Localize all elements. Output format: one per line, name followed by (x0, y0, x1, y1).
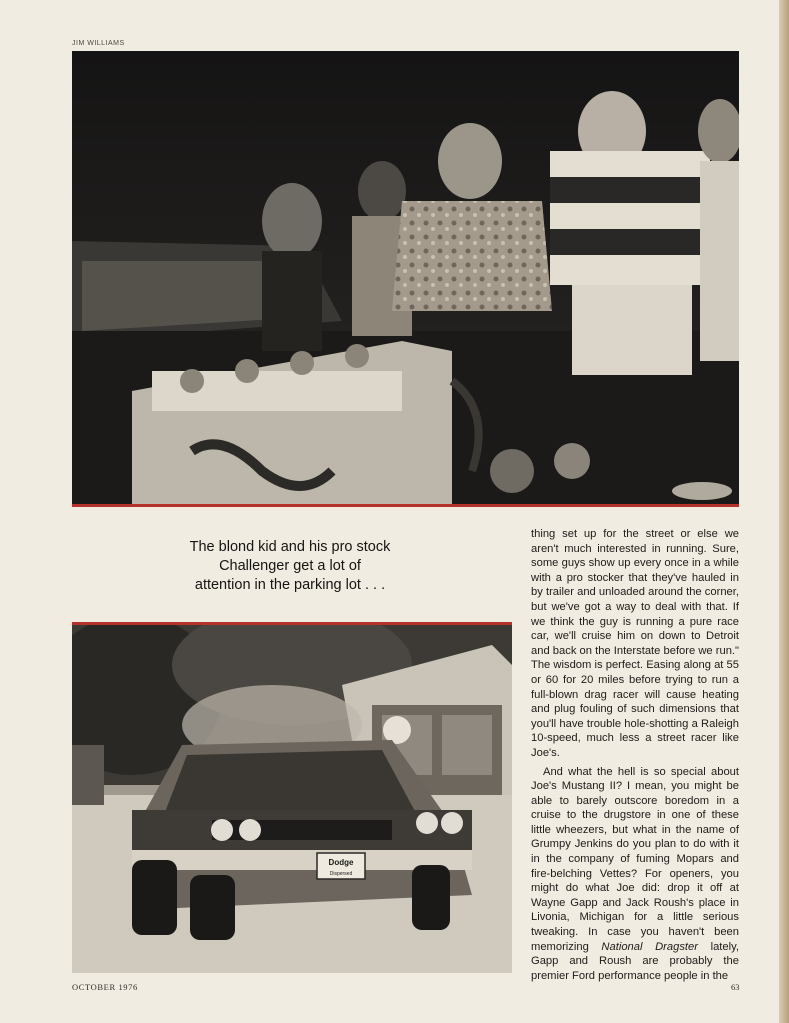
article-column (531, 527, 739, 983)
issue-date: OCTOBER 1976 (72, 982, 138, 992)
plate-line-2: Dispersed (329, 871, 353, 877)
page-edge (779, 0, 789, 1023)
publication-title: National Dragster (601, 940, 698, 953)
plate-line-1: Dodge (328, 858, 354, 867)
photo-challenger (72, 625, 512, 973)
photo-caption (140, 538, 440, 595)
caption-line-1: The blond kid and his pro stock (189, 539, 391, 555)
paragraph-2-text-end: lately, Gapp and Roush are probably the premier Ford performance people in the (531, 940, 739, 982)
paragraph-2-text: And what the hell is so special about Joe's Mustang II? I mean, you might be able to barely outscore boredom in a cruise to the drugstore in one of these little wheezers, but what in the name of Grumpy Jenkins do you plan to do with it in the company of fuming Mopars and fire-belching Vettes? For openers, you might do what Joe did: drop it off at Wayne Gapp and Jack Roush's place in Livonia, Michigan for a little serious tweaking. In case you haven't been memorizing (531, 765, 739, 953)
page-number: 63 (731, 982, 740, 992)
photo-group-engine (72, 51, 739, 505)
accent-rule-top (72, 504, 739, 507)
caption-line-2: Challenger get a lot of (219, 558, 361, 574)
article-paragraph-1: thing set up for the street or else we aren't much interested in running. Sure, some guys show up every once in a while with a pro stocker that they've hauled in by trailer and unloaded around the corner, but we've got a way to deal with that. If we think the guy is running a pure race car, we'll cruise him on down to Detroit and back on the Interstate before we run." The wisdom is perfect. Easing along at 55 or 60 for 20 miles before trying to run a full-blown drag racer will cause heating and plug fouling of such dimensions that you'll have trouble hole-shotting a Raleigh 10-speed, much less a street racer like Joe's. (531, 528, 739, 759)
caption-line-3: attention in the parking lot . . . (194, 577, 386, 593)
byline: JIM WILLIAMS (72, 40, 125, 47)
article-paragraph-2 (531, 765, 739, 984)
